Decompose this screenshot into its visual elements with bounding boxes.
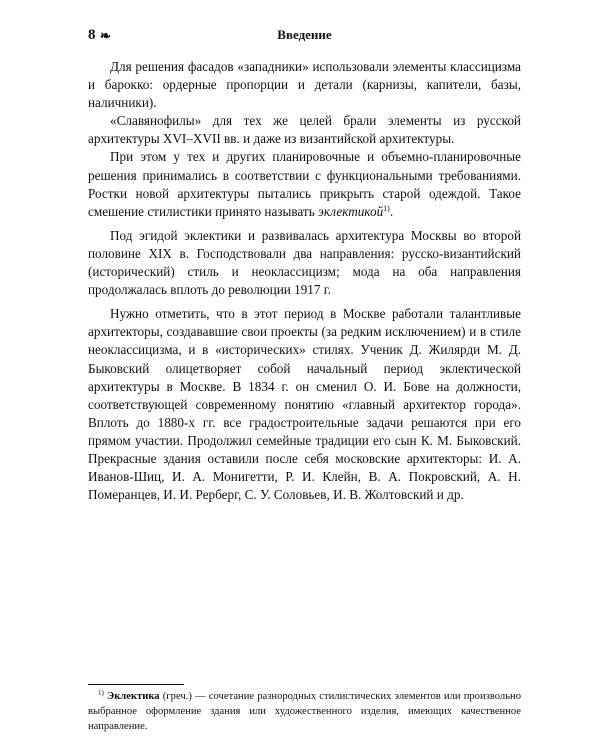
body-text — [88, 58, 521, 504]
page-header — [88, 27, 521, 47]
footnote-text: (греч.) — сочетание разнородных стилистических элементов или произвольно выбранное оформление здания или художественного изделия, имеющих качественное направление. — [88, 691, 521, 732]
footnote-ref: 1) — [383, 203, 390, 213]
paragraph-4: Под эгидой эклектики и развивалась архитектура Москвы во второй половине XIX в. Господствовали два направления: русско-византийский (исторический) стиль и неоклассицизм; мода на оба направления продолжалась вплоть до революции 1917 г. — [88, 227, 521, 298]
footnote-marker: 1) — [98, 689, 104, 697]
paragraph-3-text: При этом у тех и других планировочные и объемно-планировочные решения принимались в соответствии с функциональными требованиями. Ростки новой архитектуры пытались прикрыть старой одеждой. Такое смешение стилистики принято называть — [88, 149, 521, 219]
paragraph-2: «Славянофилы» для тех же целей брали элементы из русской архитектуры XVI–XVII вв. и даже из византийской архитектуры. — [88, 113, 521, 147]
paragraph-3: При этом у тех и других планировочные и объемно-планировочные решения принимались в соответствии с функциональными требованиями. Ростки новой архитектуры пытались прикрыть старой одеждой. Такое смешение стилистики принято называть эклектикой$^{1)}$. — [88, 149, 521, 219]
footnote-term: Эклектика — [107, 691, 160, 702]
footnote — [88, 689, 521, 734]
paragraph-1: Для решения фасадов «западники» использовали элементы классицизма и барокко: ордерные пропорции и детали (карнизы, капители, базы, наличники). — [88, 59, 521, 111]
ornament-icon: ❧ — [100, 28, 111, 43]
running-title: Введение — [277, 27, 332, 42]
footnote-rule — [88, 684, 184, 685]
paragraph-5: Нужно отметить, что в этот период в Москве работали талантливые архитекторы, создававшие свои проекты (за редким исключением) и в стиле неоклассицизма, и в «исторических» стилях. Ученик Д. Жилярди М. Д. Быковский олицетворяет собой начальный период эклектической архитектуры в Москве. В 1834 г. он сменил О. И. Бове на должности, соответствующей современному понятию «главный архитектор города». Вплоть до 1880-х гг. все градостроительные задачи решаются при его прямом участии. Продолжил семейные традиции его сын К. М. Быковский. Прекрасные здания оставили после себя московские архитекторы: И. А. Иванов-Шиц, И. А. Монигетти, Р. И. Клейн, В. А. Покровский, А. Н. Померанцев, И. И. Рерберг, С. У. Соловьев, И. В. Жолтовский и др. — [88, 306, 521, 503]
emphasis-term: эклектикой — [318, 203, 384, 219]
page-number: 8 — [88, 27, 96, 43]
